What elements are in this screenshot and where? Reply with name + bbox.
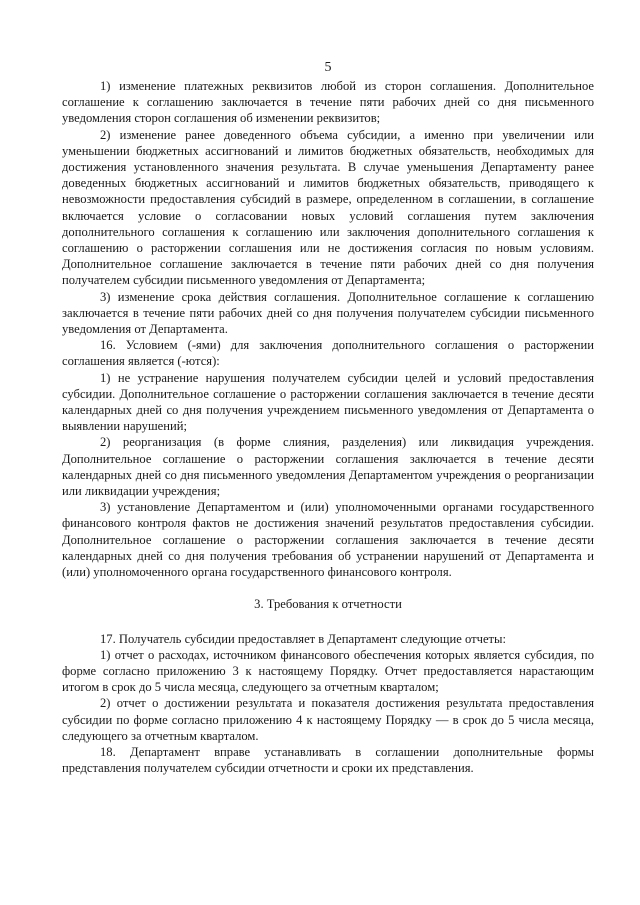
paragraph-expense-report: 1) отчет о расходах, источником финансового обеспечения которых является субсидия, по форме согласно приложению 3 к настоящему Порядку. Отчет предоставляется нарастающим итогом в срок до 5 числа месяца, следующего за отчетным кварталом; [62,647,594,695]
paragraph-violation-not-eliminated: 1) не устранение нарушения получателем субсидии целей и условий предоставления субсидии. Дополнительное соглашение о расторжении соглашения заключается в течение десяти календарных дней со дня получения учреждением письменного уведомления от Департамента о выявлении нарушений; [62,370,594,434]
document-page [62,59,594,776]
paragraph-change-subsidy-volume: 2) изменение ранее доведенного объема субсидии, а именно при увеличении или уменьшении бюджетных ассигнований и лимитов бюджетных обязательств, необходимых для достижения установленного значения результата. В случае уменьшения Департаменту ранее доведенных бюджетных ассигнований и лимитов бюджетных обязательств, приводящего к невозможности предоставления субсидий в размере, определенном в соглашении, в соглашение включается условие о согласовании новых условий соглашения путем заключения дополнительного соглашения к соглашению или заключения дополнительного соглашения к соглашению о расторжении соглашения или не достижения согласия по новым условиям. Дополнительное соглашение заключается в течение пяти рабочих дней со дня получения получателем субсидии письменного уведомления от Департамента; [62,127,594,288]
paragraph-item-18-additional-forms: 18. Департамент вправе устанавливать в соглашении дополнительные формы представления получателем субсидии отчетности и сроки их представления. [62,744,594,776]
paragraph-result-achievement-report: 2) отчет о достижении результата и показателя достижения результата предоставления субсидии по форме согласно приложению 4 к настоящему Порядку — в срок до 5 числа месяца, следующего за отчетным кварталом. [62,696,594,743]
paragraph-change-agreement-term: 3) изменение срока действия соглашения. Дополнительное соглашение к соглашению заключается в течение пяти рабочих дней со дня получения получателем субсидии письменного уведомления от Департамента. [62,289,594,337]
paragraph-reorganization-liquidation: 2) реорганизация (в форме слияния, разделения) или ликвидация учреждения. Дополнительное соглашение о расторжении соглашения заключается в течение десяти календарных дней со дня письменного уведомления Департаментом учреждения о реорганизации или ликвидации учреждения; [62,435,594,499]
paragraph-change-payment-details: 1) изменение платежных реквизитов любой из сторон соглашения. Дополнительное соглашение к соглашению заключается в течение пяти рабочих дней со дня письменного уведомления сторон соглашения об изменении реквизитов; [62,79,594,126]
paragraph-item-16-termination-conditions: 16. Условием (-ями) для заключения дополнительного соглашения о расторжении соглашения является (-ются): [62,338,594,369]
page-number: 5 [324,60,332,75]
section-heading-reporting-requirements: 3. Требования к отчетности [254,597,402,612]
paragraph-results-not-achieved: 3) установление Департаментом и (или) уполномоченными органами государственного финансового контроля фактов не достижения значений результатов предоставления субсидии. Дополнительное соглашение о расторжении соглашения заключается в течение десяти календарных дней со дня получения требования об устранении нарушений от Департамента и (или) уполномоченного органа государственного финансового контроля. [62,500,594,580]
paragraph-item-17-reports: 17. Получатель субсидии предоставляет в Департамент следующие отчеты: [100,631,507,646]
